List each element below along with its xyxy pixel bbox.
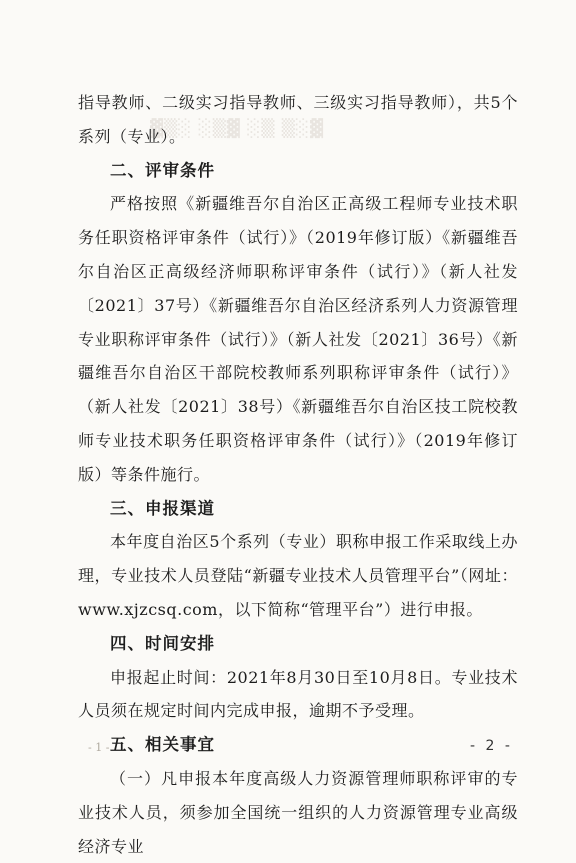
application-channel-paragraph: 本年度自治区5个系列（专业）职称申报工作采取线上办理，专业技术人员登陆“新疆专业技术人员管理平台”（网址：www.xjzcsq.com，以下简称“管理平台”）进行申报。 [78,532,518,619]
section-heading-schedule: 四、时间安排 [110,633,215,653]
bleed-through-shadow: ▓▒░ ░▒▓ ░▒ ▒░▓ [150,119,325,139]
review-conditions-paragraph: 严格按照《新疆维吾尔自治区正高级工程师专业技术职务任职资格评审条件（试行）》（2019年修订版）《新疆维吾尔自治区正高级经济师职称评审条件（试行）》（新人社发〔2021〕37号）《新疆维吾尔自治区经济系列人力资源管理专业职称评审条件（试行）》（新人社发〔2021〕36号）《新疆维吾尔自治区干部院校教师系列职称评审条件（试行）》（新人社发〔2021〕38号）《新疆维吾尔自治区技工院校教师专业技术职务任职资格评审条件（试行）》（2019年修订版）等条件施行。 [78,194,518,484]
intro-fragment: 指导教师、二级实习指导教师、三级实习指导教师），共5个系列（专业）。 [78,93,518,146]
section-heading-related-matters: 五、相关事宜 [110,735,215,755]
page-number: - 2 - [470,738,513,754]
section-heading-review-conditions: 二、评审条件 [110,160,215,180]
section-heading-application-channel: 三、申报渠道 [110,498,215,518]
schedule-paragraph: 申报起止时间：2021年8月30日至10月8日。专业技术人员须在规定时间内完成申报，逾期不予受理。 [78,667,518,721]
related-matters-paragraph: （一）凡申报本年度高级人力资源管理师职称评审的专业技术人员，须参加全国统一组织的人力资源管理专业高级经济专业 [78,768,518,856]
faint-footer-mark: - 1 - [88,741,110,754]
document-body [78,86,518,863]
